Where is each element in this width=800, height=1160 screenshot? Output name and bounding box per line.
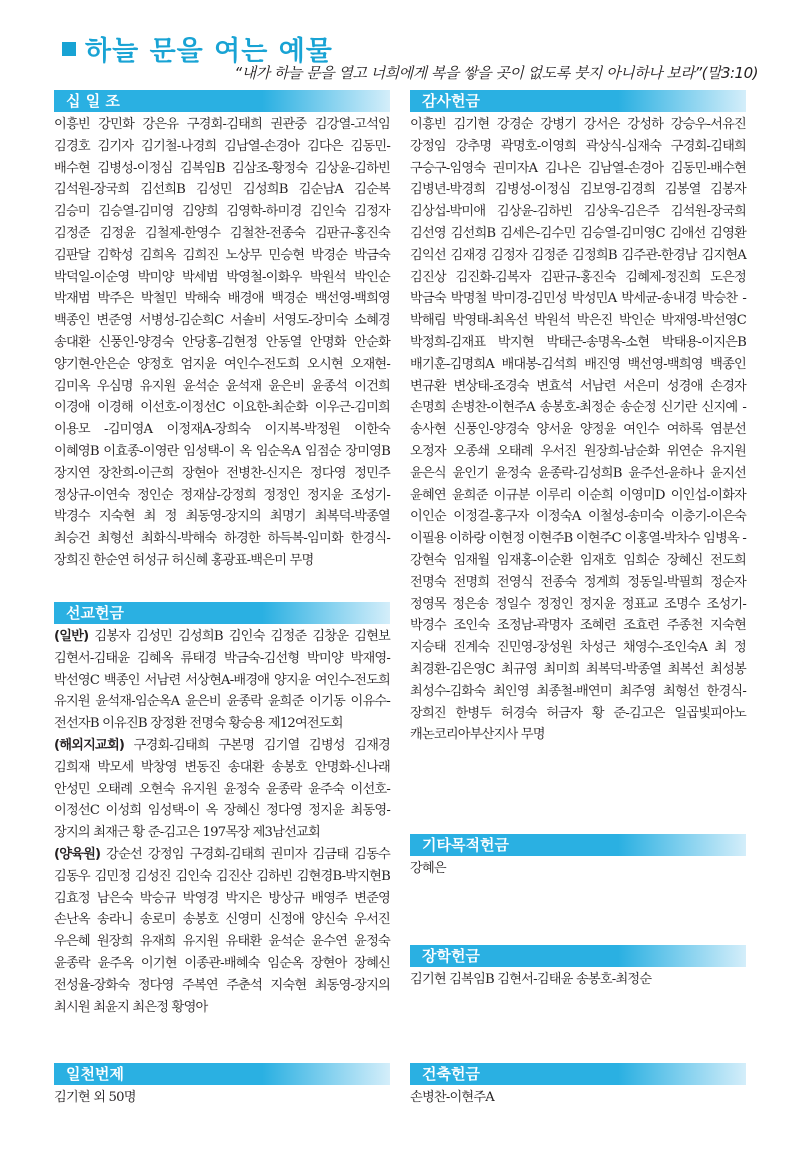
firstfruits-header: 일천번제	[54, 1063, 390, 1085]
scripture-subtitle: “내가 하늘 문을 열고 너희에게 복을 쌓을 곳이 없도록 붓지 아니하나 보라”(말3:10)	[234, 64, 758, 82]
tithe-section	[54, 90, 390, 572]
thanksgiving-header: 감사헌금	[410, 90, 746, 112]
mission-header: 선교헌금	[54, 602, 390, 624]
group-tag: (양육원)	[54, 846, 101, 862]
group-names: 김봉자 김성민 김성희B 김인숙 김정준 김창운 김현보 김현서-김태윤 김혜옥 류태경 박금숙-김선형 박미양 박재영-박선영C 백종인 서남련 서상현A-배경애 양지윤 여인수-전도희 유지원 윤석재-임순옥A 윤은비 윤종락 윤희준 이기동 이유수-전선자B 이유진B 장정환 전명숙 황승용 제12여전도회	[54, 629, 390, 732]
tithe-names: 이흥빈 강민화 강은유 구경회-김태희 권관중 김강열-고석임 김경호 김기자 김기철-나경희 김남열-손경아 김다은 김동민-배수현 김병성-이정심 김복임B 김삼조-황정숙 김상윤-김하빈 김석원-장국희 김선희B 김성민 김성희B 김순남A 김순복 김승미 김승열-김미영 김양희 김영학-하미경 김인숙 김정자 김정준 김정윤 김철제-한영수 김철찬-전종숙 김판규-홍진숙 김판달 김학성 김희옥 김희진 노상무 민승현 박경순 박금숙 박덕일-이순영 박미양 박세범 박영철-이화우 박원석 박인순 박재범 박주은 박철민 박해숙 배경애 백경순 백선영-백희영 백종인 변준영 서병성-김순희C 서솔비 서영도-장미숙 소혜경 송대환 신풍인-양경숙 안당홍-김현정 안동열 안명화 안순화 양기현-안은순 양정호 엄지윤 여인수-전도희 오시현 오재현-김미옥 우심명 유지원 윤석순 윤석재 윤은비 윤종석 이건희 이경애 이경해 이선호-이정선C 이요한-최순화 이우근-김미희 이용모 -김미영A 이정재A-장희숙 이지복-박정원 이한숙 이혜영B 이효종-이영란 임성택-이 옥 임순옥A 임점순 장미영B 장지연 장찬희-이근희 장현아 전병찬-신지은 정다영 정민주 정상규-이연숙 정인순 정재삼-강정희 정정인 정지윤 조성기-박경수 지숙현 최 정 최동영-장지의 최명기 최복덕-박종열 최승건 최형선 최화식-박해숙 하경한 하득복-임미화 한경식-장희진 한순연 허성규 허신혜 홍광표-백은미 무명	[54, 117, 390, 568]
square-bullet-icon	[62, 42, 76, 56]
tithe-header: 십 일 조	[54, 90, 390, 112]
scholarship-section	[410, 945, 746, 991]
group-tag: (해외지교회)	[54, 737, 125, 753]
mission-group-orphanage	[54, 844, 390, 1018]
mission-group-general	[54, 626, 390, 735]
mission-group-overseas	[54, 735, 390, 844]
group-tag: (일반)	[54, 629, 89, 644]
thanksgiving-names: 이흥빈 김기현 강경순 강병기 강서은 강성하 강승우-서유진 강정임 강추명 곽명호-이영희 곽상식-심재숙 구경회-김태희 구승구-임영숙 권미자A 김나은 김남열-손경아 김동민-배수현 김병년-박경희 김병성-이정심 김보영-김경희 김봉열 김봉자 김상섭-박미애 김상윤-김하빈 김상욱-김은주 김석원-장국희 김선영 김선희B 김세은-김수민 김승열-김미영C 김애선 김영환 김익선 김재경 김정자 김정준 김정희B 김주관-한경남 김지현A 김진상 김진화-김복자 김판규-홍진숙 김혜제-정진희 도은정 박금숙 박명철 박미경-김민성 박성민A 박세균-송내경 박승찬 -박해림 박영태-최옥선 박원석 박은진 박인순 박재영-박선영C 박정희-김재표 박지현 박태근-송명옥-소현 박태용-이지은B 배기훈-김명희A 배대봉-김석희 배진영 백선영-백희영 백종인 변규환 변상태-조경숙 변효석 서남련 서은미 성경애 손경자 손명희 손병찬-이현주A 송봉호-최정순 송순정 신기란 신지예 -송사현 신풍인-양경숙 양서윤 양정윤 여인수 여하록 염분선 오정자 오종쇄 오태례 우서진 원장희-남순화 위연순 유지원 윤은식 윤인기 윤정숙 윤종락-김성희B 윤주선-윤하나 윤지선 윤혜연 윤희준 이규분 이루리 이순희 이영미D 이인섭-이화자 이인순 이정걸-홍구자 이정숙A 이철성-송미숙 이충기-이은숙 이필용 이하랑 이현정 이현주B 이현주C 이홍열-박차수 임병옥 -강현숙 임재월 임재홍-이순환 임재호 임희순 장혜신 전도희 전명숙 전명희 전영식 전종숙 정계희 정동일-박필희 정순자 정영목 정은송 정일수 정정인 정지윤 정표교 조명수 조성기-박경수 조인숙 조정남-곽명자 조혜련 조효련 주종천 지숙현 지승태 진계숙 진민영-장성원 차성근 채영수-조인숙A 최 정 최경환-김은영C 최규영 최미희 최복덕-박종열 최복선 최성봉 최성수-김화숙 최인영 최종철-배연미 최주영 최형선 한경식-장희진 한병두 허경숙 허금자 황 준-김고은 일곱빛피아노 캐논코리아부산지사 무명	[410, 117, 746, 743]
special-names: 강혜은	[410, 861, 446, 876]
group-names: 강순선 강정임 구경회-김태희 권미자 김금태 김동수 김동우 김민정 김성진 김인숙 김진산 김하빈 김현경B-박지현B 김효정 남은숙 박승규 박영경 박지은 방상규 배영주 변준영 손난옥 송라니 송로미 송봉호 신영미 신정애 양신숙 우서진 우은혜 원장희 유재희 유지원 유태환 윤석순 윤수연 윤정숙 윤종락 윤주옥 이기현 이종관-배혜숙 임순옥 장현아 장혜신 전성율-장화숙 정다영 주복연 주춘석 지숙현 최동영-장지의 최시원 최윤지 최은정 황영아	[54, 846, 390, 1015]
firstfruits-section	[54, 1063, 390, 1109]
special-header: 기타목적헌금	[410, 834, 746, 856]
scholarship-names: 김기현 김복임B 김현서-김태윤 송봉호-최정순	[410, 972, 652, 987]
group-names: 구경회-김태희 구본명 김기열 김병성 김재경 김희재 박모세 박창영 변동진 송대환 송봉호 안명화-신나래 안성민 오태례 오현숙 유지원 윤정숙 윤종락 윤주숙 이선호-이정선C 이성희 임성택-이 옥 장혜신 정다영 정지윤 최동영-장지의 최재근 황 준-김고은 197목장 제3남선교회	[54, 737, 390, 841]
mission-section	[54, 602, 390, 1018]
thanksgiving-section	[410, 90, 746, 746]
mission-body	[54, 626, 390, 1018]
special-section	[410, 834, 746, 880]
building-header: 건축헌금	[410, 1063, 746, 1085]
firstfruits-names: 김기현 외 50명	[54, 1090, 136, 1105]
building-section	[410, 1063, 746, 1109]
building-names: 손병찬-이현주A	[410, 1090, 495, 1105]
scholarship-header: 장학헌금	[410, 945, 746, 967]
page-title: 하늘 문을 여는 예물	[85, 36, 333, 67]
